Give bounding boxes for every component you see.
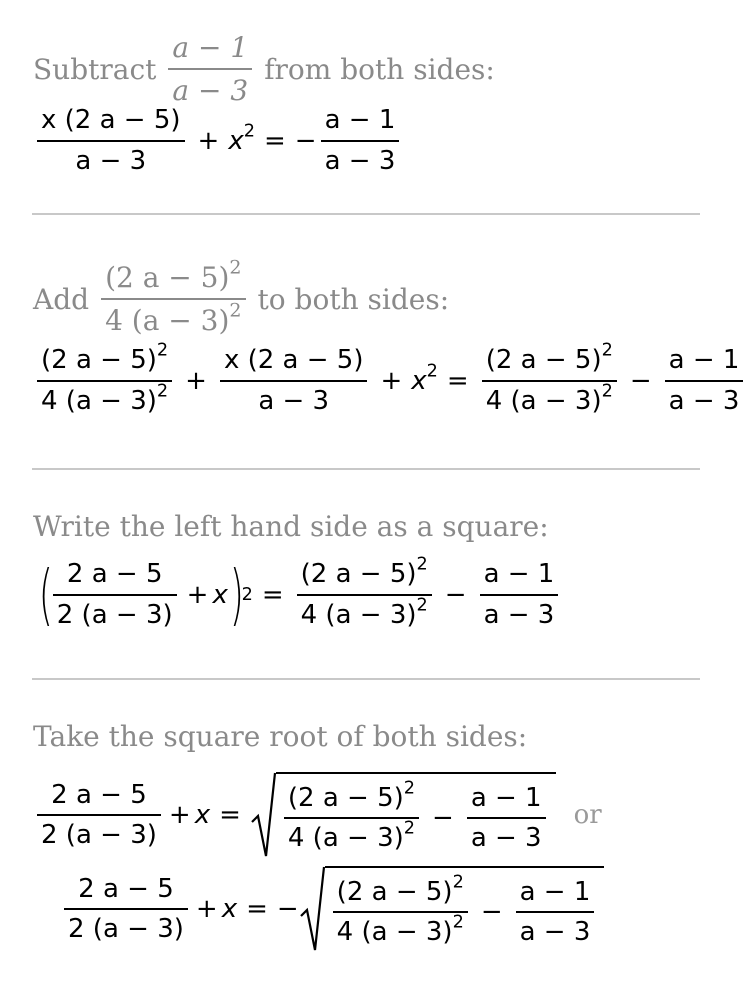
fraction: $\frac{a - 1}{a - 3}$ [480, 558, 559, 631]
fraction: $\frac{a - 1}{a - 3}$ [467, 782, 546, 855]
fraction: $\frac{(2 a - 5)^2}{4 (a - 3)^2}$ [333, 876, 468, 949]
square-root: $\frac{(2 a - 5)^2}{4 (a - 3)^2}$ − $\frac{a - 1}{a - 3}$ [250, 772, 556, 858]
radical-sign-icon [250, 772, 276, 858]
fraction: $\frac{(2 a - 5)^2}{4 (a - 3)^2}$ [284, 782, 419, 855]
fraction: $\frac{a - 1}{a - 3}$ [516, 876, 595, 949]
radical-sign-icon [299, 866, 325, 952]
step1-caption-before: Subtract [33, 52, 157, 86]
step1-equation: $\frac{x (2 a - 5)}{a - 3}$ + $x^2$ = − $\frac{a - 1}{a - 3}$ [33, 104, 403, 177]
fraction: $\frac{a - 1}{a - 3}$ [665, 344, 744, 417]
step3-caption: Write the left hand side as a square: [33, 510, 549, 543]
step4-equation-positive: $\frac{2 a - 5}{2 (a - 3)}$ + x = $\frac{(2 a - 5)^2}{4 (a - 3)^2}$ − $\frac{a - 1}{a - 3}$ or [33, 772, 602, 858]
divider [32, 213, 700, 215]
fraction: $\frac{(2 a - 5)^2}{4 (a - 3)^2}$ [297, 558, 432, 631]
divider [32, 678, 700, 680]
step2-equation: $\frac{(2 a - 5)^2}{4 (a - 3)^2}$ + $\frac{x (2 a - 5)}{a - 3}$ + $x^2$ = $\frac{(2 a - 5)^2}{4 (a - 3)^2}$ − $\frac{a - 1}{a - 3}$ [33, 344, 747, 417]
step1-caption [33, 30, 495, 108]
fraction: $\frac{(2 a - 5)^2}{4 (a - 3)^2}$ [482, 344, 617, 417]
divider [32, 468, 700, 470]
fraction: $\frac{x (2 a - 5)}{a - 3}$ [220, 344, 368, 417]
step1-caption-after: from both sides: [264, 52, 495, 86]
fraction: $\frac{2 a - 5}{2 (a - 3)}$ [53, 558, 177, 631]
fraction: $\frac{x (2 a - 5)}{a - 3}$ [37, 104, 185, 177]
step3-equation: ( $\frac{2 a - 5}{2 (a - 3)}$ + x ) 2 = $\frac{(2 a - 5)^2}{4 (a - 3)^2}$ − $\frac{a - 1}{a - 3}$ [33, 558, 562, 631]
fraction: $\frac{a - 1}{a - 3}$ [321, 104, 400, 177]
fraction: $\frac{2 a - 5}{2 (a - 3)}$ [37, 779, 161, 852]
step1-caption-fraction: $\frac{a - 1}{a - 3}$ [168, 30, 252, 108]
square-root: $\frac{(2 a - 5)^2}{4 (a - 3)^2}$ − $\frac{a - 1}{a - 3}$ [299, 866, 605, 952]
step4-caption: Take the square root of both sides: [33, 720, 528, 753]
step4-equation-negative: $\frac{2 a - 5}{2 (a - 3)}$ + x = − $\frac{(2 a - 5)^2}{4 (a - 3)^2}$ − $\frac{a - 1}{a - 3}$ [60, 866, 604, 952]
fraction: $\frac{(2 a - 5)^2}{4 (a - 3)^2}$ [37, 344, 172, 417]
or-label: or [573, 800, 602, 830]
step2-caption: Add $\frac{(2 a - 5)^2}{4 (a - 3)^2}$ to both sides: [33, 256, 450, 337]
step2-caption-fraction: $\frac{(2 a - 5)^2}{4 (a - 3)^2}$ [101, 260, 245, 338]
fraction: $\frac{2 a - 5}{2 (a - 3)}$ [64, 873, 188, 946]
